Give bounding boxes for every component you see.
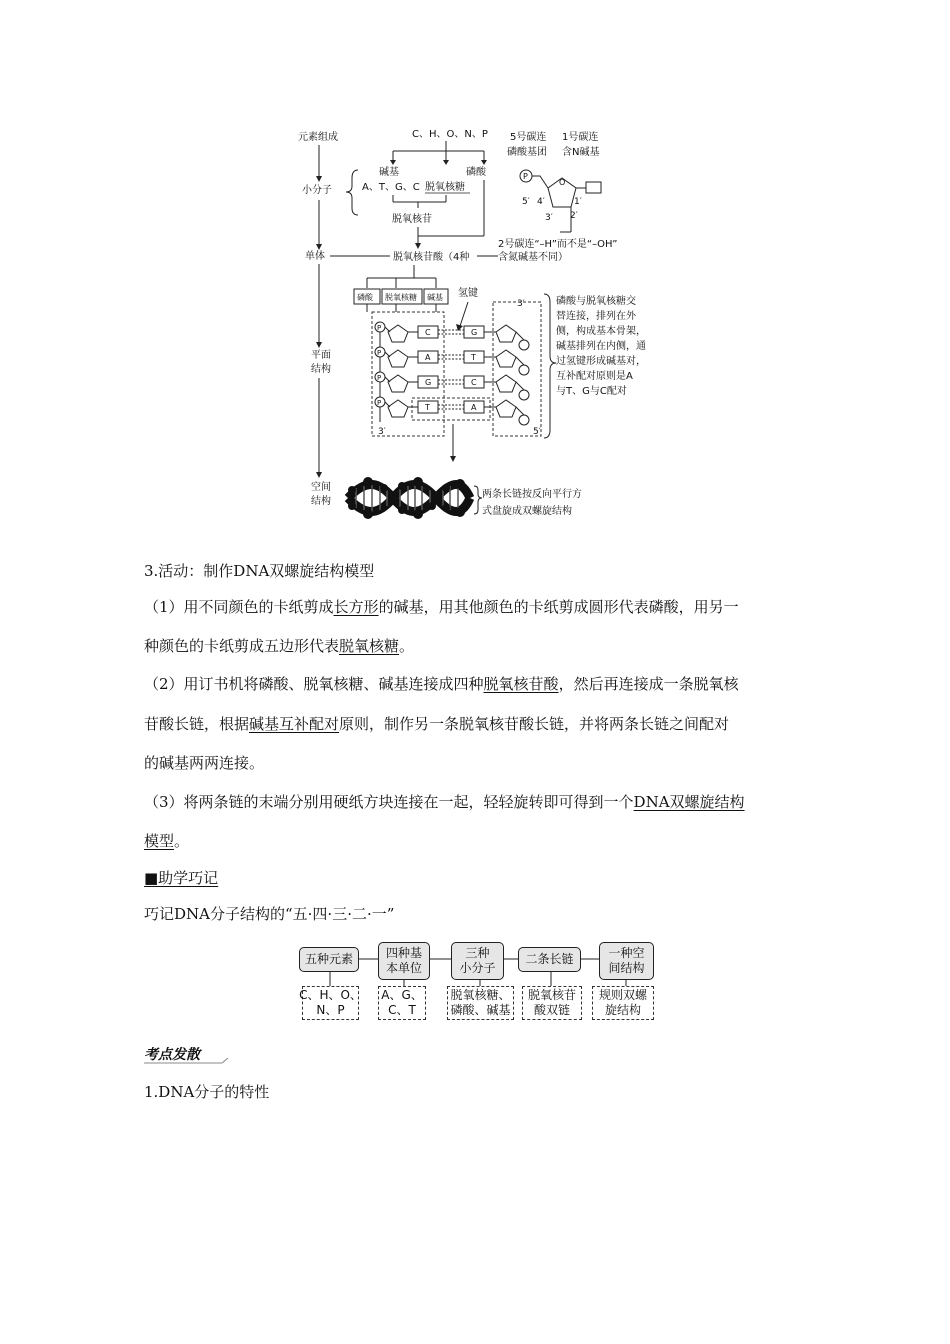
- memo-box-one-structure: 一种空 间结构: [599, 942, 654, 980]
- memo-heading: [144, 868, 814, 888]
- memo-detail-elements: C、H、O、 N、P: [302, 986, 359, 1020]
- label-monomer: 单体: [305, 251, 325, 262]
- base-left-3: G: [425, 378, 432, 387]
- end-bottom-left: 3′: [378, 427, 386, 437]
- label-element-composition: 元素组成: [298, 132, 338, 143]
- base-left-2: A: [425, 353, 431, 362]
- part-phosphate: 磷酸: [357, 293, 373, 302]
- label-plane-2: 结构: [311, 364, 331, 375]
- p-3: P: [377, 374, 382, 382]
- small-base: 碱基: [379, 167, 399, 178]
- hydrogen-bond-label: 氢键: [458, 288, 478, 299]
- memo-detail-chains: 脱氧核苷 酸双链: [522, 986, 582, 1020]
- monomer-text: 脱氧核苷酸（4种: [393, 252, 470, 263]
- memo-detail-molecules: 脱氧核糖、 磷酸、碱基: [447, 986, 514, 1020]
- small-acid: 磷酸: [466, 167, 486, 178]
- memo-detail-units: A、G、 C、T: [378, 986, 426, 1020]
- p2-b: ，然后再连接成一条脱氧核: [558, 675, 739, 693]
- base-right-3: C: [471, 378, 477, 387]
- p3-u2: 模型: [144, 832, 175, 850]
- p2-c: 苷酸长链，根据: [144, 715, 250, 733]
- end-bottom-right: 5′: [533, 427, 541, 437]
- p3-b: 。: [174, 832, 190, 850]
- kaodian-heading: 考点发散: [144, 1047, 200, 1063]
- dna-structure-diagram: [290, 118, 690, 528]
- c5-note-2: 磷酸基团: [507, 147, 547, 158]
- double-helix: [348, 477, 470, 519]
- prime-3: 3′: [545, 213, 553, 223]
- p3-a: （3）将两条链的末端分别用硬纸方块连接在一起，轻轻旋转即可得到一个: [144, 793, 634, 811]
- plane-note-7: 与T、G与C配对: [556, 386, 627, 397]
- base-right-2: T: [471, 353, 476, 362]
- memo-box-three-molecules: 三种 小分子: [451, 942, 504, 980]
- memo-box-five-elements: 五种元素: [299, 947, 359, 972]
- activity-p1-line2: [144, 636, 814, 656]
- prime-1: 1′: [574, 197, 582, 207]
- memo-box-two-chains: 二条长链: [518, 947, 581, 972]
- base-left-1: C: [425, 328, 431, 337]
- c2-note: 2号碳连“–H”而不是“–OH”: [498, 239, 618, 250]
- part-base: 碱基: [427, 293, 443, 302]
- section-1-heading: 1.DNA分子的特性: [144, 1083, 270, 1101]
- c1-note-1: 1号碳连: [562, 132, 599, 143]
- small-sugar: 脱氧核糖: [425, 182, 465, 193]
- activity-p2-line2: [144, 714, 814, 734]
- label-space-2: 结构: [311, 496, 331, 507]
- activity-p2-line3: 的碱基两两连接。: [144, 754, 265, 772]
- base-right-4: A: [471, 403, 477, 412]
- prime-2: 2′: [570, 211, 578, 221]
- plane-note-5: 过氢键形成碱基对，: [556, 356, 646, 367]
- p1-u1: 长方形: [333, 598, 379, 616]
- p2-u2: 碱基互补配对: [249, 715, 340, 733]
- base-left-4: T: [425, 403, 430, 412]
- space-note-2: 式盘旋成双螺旋结构: [482, 506, 572, 517]
- p3-u1: DNA双螺旋结构: [633, 793, 745, 811]
- activity-p1-line1: [144, 597, 814, 617]
- c5-note-1: 5号碳连: [510, 132, 547, 143]
- memo-intro: 巧记DNA分子结构的“五·四·三·二·一”: [144, 905, 395, 923]
- part-sugar: 脱氧核糖: [385, 293, 417, 302]
- sugar-o: O: [559, 178, 566, 187]
- p1-a: （1）用不同颜色的卡纸剪成: [144, 598, 334, 616]
- memo-box-four-units: 四种基 本单位: [378, 942, 430, 980]
- p2-a: （2）用订书机将磷酸、脱氧核糖、碱基连接成四种: [144, 675, 484, 693]
- elements-text: C、H、O、N、P: [412, 129, 488, 140]
- p1-b: 的碱基，用其他颜色的卡纸剪成圆形代表磷酸，用另一: [378, 598, 739, 616]
- kaodian-underline: [144, 1058, 234, 1066]
- label-small-molecule: 小分子: [302, 185, 332, 196]
- p-2: P: [377, 349, 382, 357]
- space-note-1: 两条长链按反向平行方: [482, 489, 582, 500]
- p2-u1: 脱氧核苷酸: [483, 675, 559, 693]
- p-1: P: [377, 324, 382, 332]
- p1-u2: 脱氧核糖: [339, 637, 400, 655]
- phosphate-p: P: [523, 172, 528, 181]
- plane-note-1: 磷酸与脱氧核糖交: [556, 296, 636, 307]
- memo-heading-text: ■助学巧记: [144, 869, 219, 887]
- small-bases: A、T、G、C: [362, 182, 420, 193]
- p-4: P: [377, 399, 382, 407]
- c1-note-2: 含N碱基: [562, 147, 600, 158]
- p2-d: 原则，制作另一条脱氧核苷酸长链，并将两条长链之间配对: [339, 715, 730, 733]
- label-plane-1: 平面: [311, 350, 331, 361]
- plane-note-6: 互补配对原则是A: [556, 371, 633, 382]
- monomer-note: 含氮碱基不同）: [498, 252, 568, 263]
- end-top-right: 3′: [517, 299, 525, 309]
- plane-note-2: 替连接，排列在外: [556, 311, 636, 322]
- activity-p3-line2: [144, 831, 814, 851]
- prime-5: 5′: [522, 197, 530, 207]
- prime-4: 4′: [537, 197, 545, 207]
- label-space-1: 空间: [311, 482, 331, 493]
- p1-c: 种颜色的卡纸剪成五边形代表: [144, 637, 340, 655]
- base-right-1: G: [471, 328, 478, 337]
- plane-note-4: 碱基排列在内侧，通: [556, 341, 646, 352]
- memo-detail-structure: 规则双螺 旋结构: [592, 986, 654, 1020]
- activity-title: 3.活动：制作DNA双螺旋结构模型: [144, 562, 375, 580]
- plane-note-3: 侧，构成基本骨架，: [556, 326, 646, 337]
- small-nucleoside: 脱氧核苷: [392, 214, 432, 225]
- activity-p2-line1: [144, 674, 814, 694]
- activity-p3-line1: [144, 792, 814, 812]
- p1-d: 。: [399, 637, 415, 655]
